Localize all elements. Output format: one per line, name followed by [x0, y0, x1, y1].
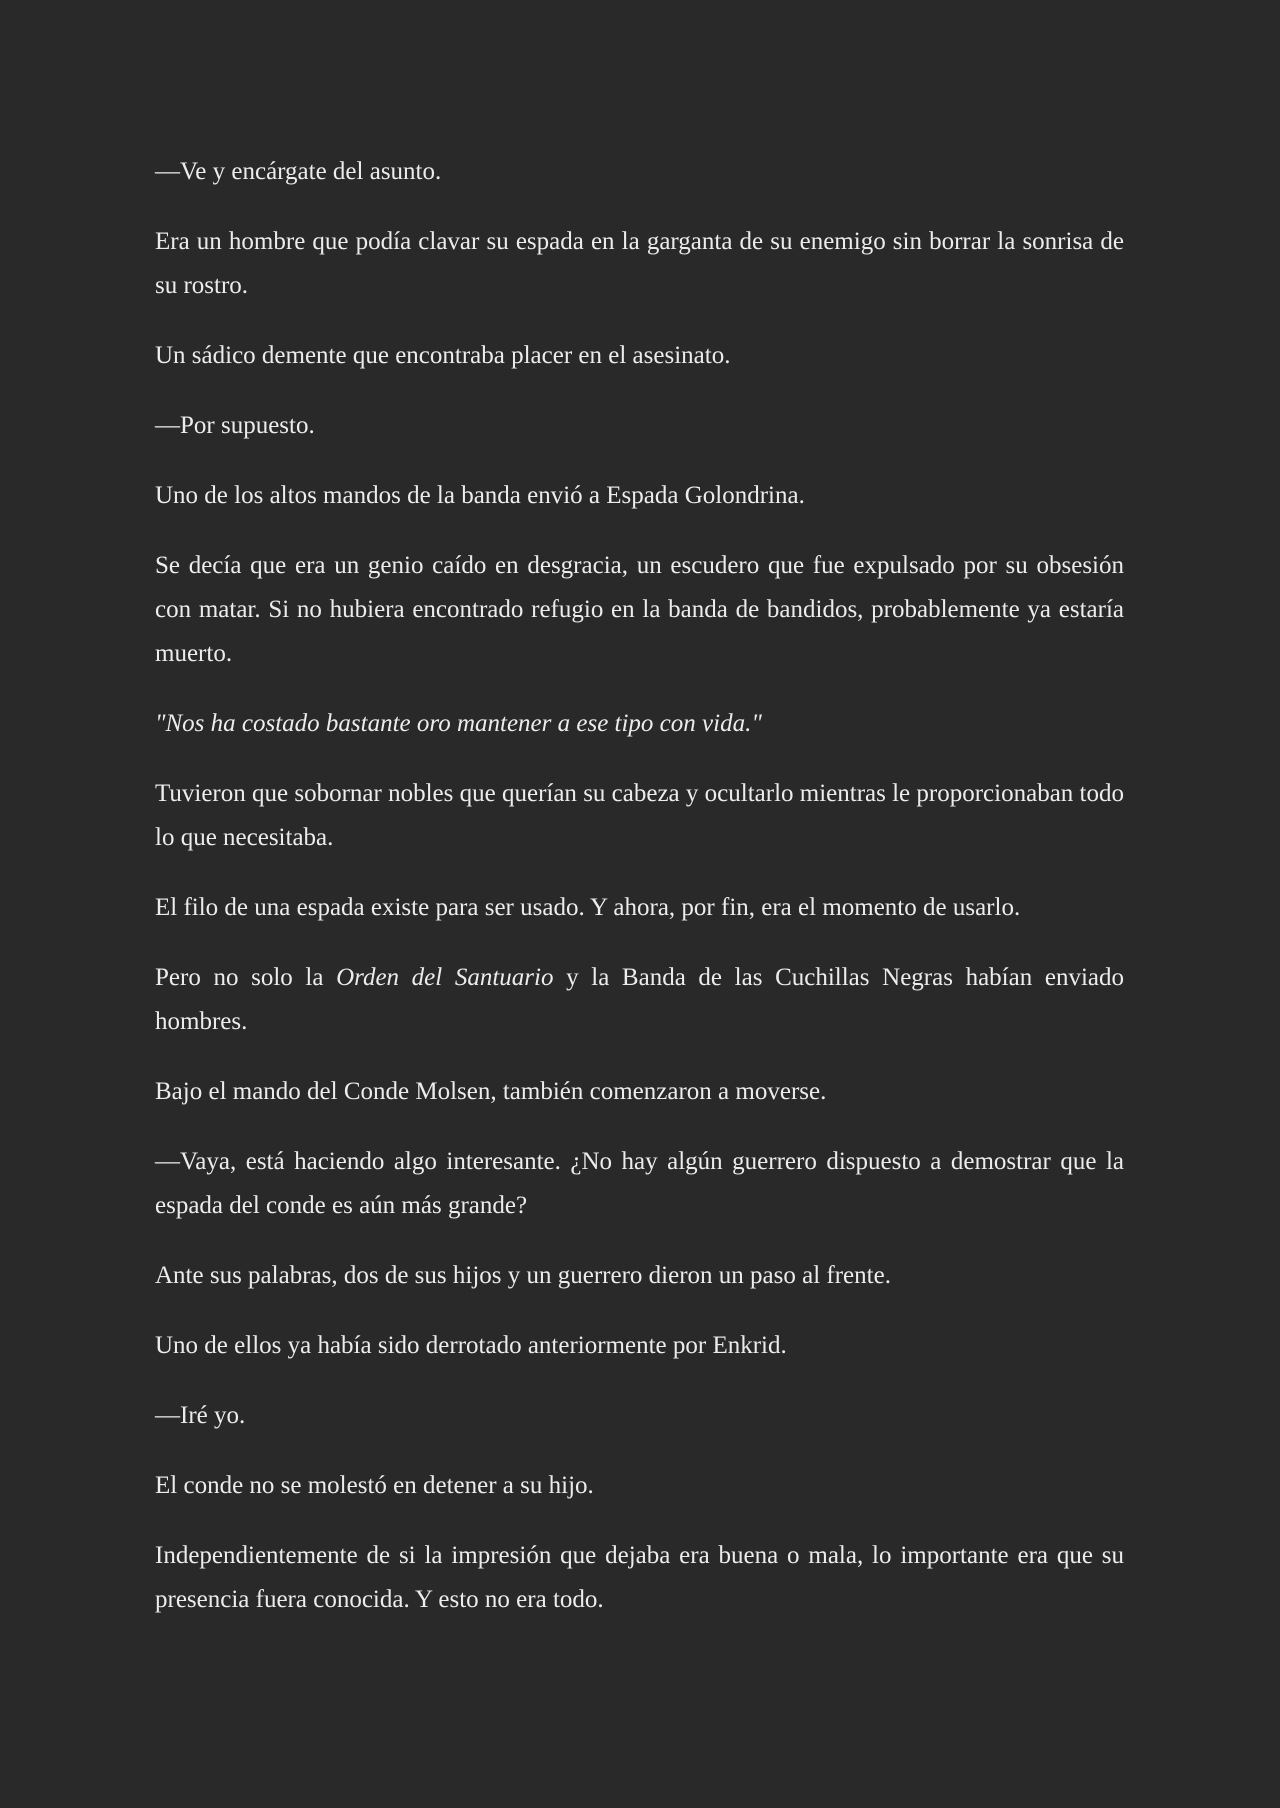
chapter-text [155, 150, 1124, 1648]
paragraph: Uno de los altos mandos de la banda envió a Espada Golondrina. [155, 482, 805, 509]
paragraph: Se decía que era un genio caído en desgracia, un escudero que fue expulsado por su obsesión con matar. Si no hubiera encontrado refugio en la banda de bandidos, probablemente ya estaría muerto. [155, 552, 1124, 667]
paragraph: Bajo el mando del Conde Molsen, también comenzaron a moverse. [155, 1078, 827, 1105]
paragraph: El conde no se molestó en detener a su hijo. [155, 1472, 594, 1499]
paragraph: Era un hombre que podía clavar su espada en la garganta de su enemigo sin borrar la sonrisa de su rostro. [155, 228, 1124, 299]
paragraph-text-after: y la Banda de las Cuchillas Negras habían enviado hombres. [155, 964, 1124, 1035]
paragraph-italic [155, 702, 1124, 746]
paragraph: Tuvieron que sobornar nobles que querían su cabeza y ocultarlo mientras le proporcionaban todo lo que necesitaba. [155, 780, 1124, 851]
paragraph: El filo de una espada existe para ser usado. Y ahora, por fin, era el momento de usarlo. [155, 894, 1021, 921]
order-name-italic: Orden del Santuario [336, 964, 554, 991]
paragraph: Uno de ellos ya había sido derrotado anteriormente por Enkrid. [155, 1332, 787, 1359]
italic-quote: "Nos ha costado bastante oro mantener a ese tipo con vida." [155, 710, 762, 737]
paragraph [155, 956, 1124, 1044]
paragraph-text-before: Pero no solo la [155, 964, 337, 991]
paragraph: Independientemente de si la impresión que dejaba era buena o mala, lo importante era que su presencia fuera conocida. Y esto no era todo. [155, 1542, 1124, 1613]
paragraph: —Por supuesto. [155, 412, 315, 439]
paragraph: Ante sus palabras, dos de sus hijos y un guerrero dieron un paso al frente. [155, 1262, 891, 1289]
paragraph: —Vaya, está haciendo algo interesante. ¿No hay algún guerrero dispuesto a demostrar que la espada del conde es aún más grande? [155, 1148, 1124, 1219]
paragraph: Un sádico demente que encontraba placer en el asesinato. [155, 342, 731, 369]
paragraph: —Iré yo. [155, 1402, 246, 1429]
paragraph: —Ve y encárgate del asunto. [155, 158, 442, 185]
